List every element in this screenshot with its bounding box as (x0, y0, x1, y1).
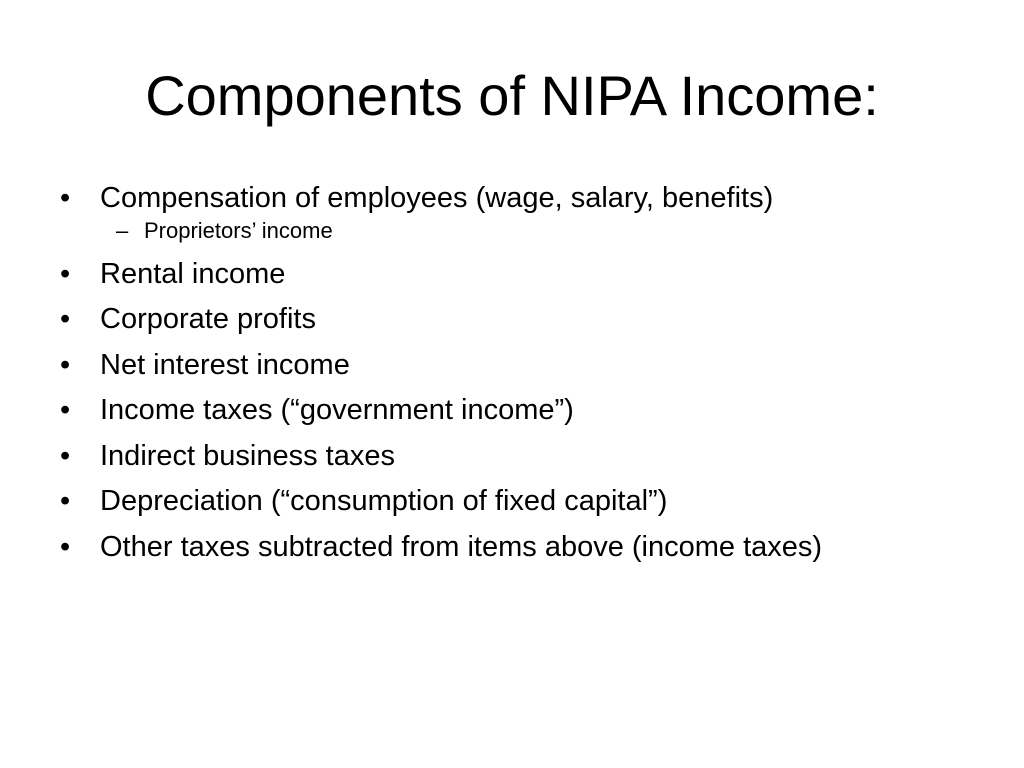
bullet-text: Rental income (100, 257, 286, 290)
dash-marker: – (116, 217, 129, 243)
bullet-text: Depreciation (“consumption of fixed capital”) (100, 485, 668, 517)
sub-bullet-item (56, 216, 996, 252)
bullet-text: Corporate profits (100, 303, 316, 335)
bullet-text: Indirect business taxes (100, 439, 395, 472)
bullet-marker: • (60, 303, 71, 335)
sub-bullet-text: Proprietors’ income (144, 217, 333, 243)
bullet-marker: • (60, 394, 71, 426)
bullet-text: Other taxes subtracted from items above (income taxes) (100, 530, 823, 563)
bullet-item (56, 343, 996, 389)
bullet-item (56, 525, 996, 571)
bullet-text: Compensation of employees (wage, salary, benefits) (100, 182, 774, 214)
bullet-text: Income taxes (“government income”) (100, 394, 574, 426)
bullet-marker: • (60, 348, 71, 381)
bullet-marker: • (60, 485, 71, 517)
bullet-item (56, 479, 996, 525)
bullet-item (56, 434, 996, 480)
slide-title: Components of NIPA Income: (145, 64, 879, 127)
bullet-item (56, 252, 996, 298)
bullet-text: Net interest income (100, 348, 350, 381)
bullet-marker: • (60, 257, 71, 290)
bullet-marker: • (60, 530, 71, 563)
bullet-list (56, 176, 996, 570)
bullet-marker: • (60, 439, 71, 472)
bullet-item (56, 388, 996, 434)
bullet-item (56, 297, 996, 343)
bullet-marker: • (60, 182, 71, 214)
